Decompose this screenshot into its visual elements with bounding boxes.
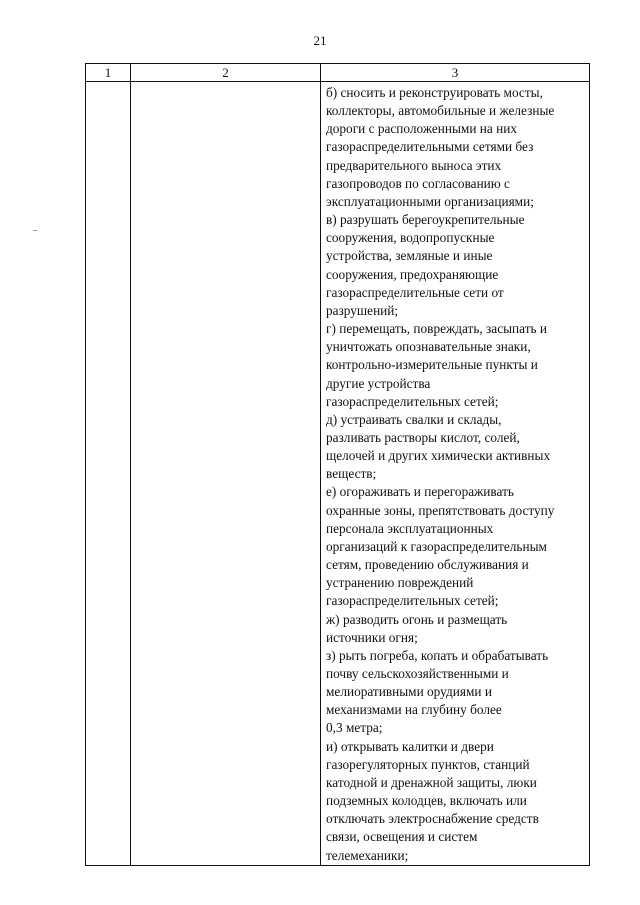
list-item <box>326 738 585 865</box>
list-item <box>326 84 585 211</box>
table-header-row <box>86 64 590 82</box>
text-line: и) открывать калитки и двери <box>326 738 494 754</box>
list-item <box>326 611 585 647</box>
text-line: охранные зоны, препятствовать доступу <box>326 502 555 518</box>
text-line: мелиоративными орудиями и <box>326 684 492 700</box>
text-line: подземных колодцев, включать или <box>326 793 527 809</box>
text-line: сооружения, предохраняющие <box>326 266 499 282</box>
document-table <box>85 63 590 866</box>
text-line: газораспределительными сетями без <box>326 139 534 155</box>
text-line: отключать электроснабжение средств <box>326 811 539 827</box>
list-item <box>326 647 585 738</box>
table-cell-col1 <box>86 82 131 866</box>
text-line: почву сельскохозяйственными и <box>326 666 509 681</box>
text-line: в) разрушать берегоукрепительные <box>326 212 525 228</box>
column-header-1: 1 <box>86 64 131 82</box>
text-line: газораспределительных сетей; <box>326 593 499 609</box>
text-line: ж) разводить огонь и размещать <box>326 611 508 627</box>
column-header-2: 2 <box>131 64 321 82</box>
text-line: разливать растворы кислот, солей, <box>326 429 520 445</box>
list-item <box>326 320 585 411</box>
page-number: 21 <box>313 33 327 48</box>
text-line: коллекторы, автомобильные и железные <box>326 103 555 119</box>
text-line: связи, освещения и систем <box>326 829 478 845</box>
column-header-3: 3 <box>321 64 590 82</box>
text-line: газорегуляторных пунктов, станций <box>326 756 530 772</box>
table-row <box>86 82 590 866</box>
margin-mark <box>33 230 37 231</box>
text-line: устранению повреждений <box>326 575 474 591</box>
text-line: сооружения, водопропускные <box>326 230 495 246</box>
text-line: дороги с расположенными на них <box>326 121 517 137</box>
text-line: б) сносить и реконструировать мосты, <box>326 85 543 100</box>
text-line: газораспределительные сети от <box>326 284 504 300</box>
text-line: г) перемещать, повреждать, засыпать и <box>326 321 548 337</box>
text-line: е) огораживать и перегораживать <box>326 484 514 500</box>
text-line: катодной и дренажной защиты, люки <box>326 774 537 790</box>
list-item <box>326 483 585 610</box>
text-line: з) рыть погреба, копать и обрабатывать <box>326 647 549 663</box>
text-line: телемеханики; <box>326 847 409 863</box>
text-line: д) устраивать свалки и склады, <box>326 411 502 427</box>
table-cell-col2 <box>131 82 321 866</box>
text-line: газораспределительных сетей; <box>326 393 499 409</box>
text-line: контрольно-измерительные пункты и <box>326 357 538 373</box>
text-line: разрушений; <box>326 302 399 318</box>
list-item <box>326 211 585 320</box>
text-line: уничтожать опознавательные знаки, <box>326 339 531 355</box>
text-line: организаций к газораспределительным <box>326 538 547 554</box>
text-line: щелочей и других химически активных <box>326 448 551 464</box>
text-line: другие устройства <box>326 375 431 391</box>
text-line: механизмами на глубину более <box>326 702 502 718</box>
text-line: газопроводов по согласованию с <box>326 175 510 191</box>
text-line: предварительного выноса этих <box>326 157 502 173</box>
text-line: персонала эксплуатационных <box>326 520 494 536</box>
table-cell-col3 <box>321 82 590 866</box>
text-line: веществ; <box>326 466 377 482</box>
text-line: эксплуатационными организациями; <box>326 193 534 209</box>
prohibitions-list <box>321 82 589 865</box>
list-item <box>326 411 585 484</box>
text-line: источники огня; <box>326 629 418 645</box>
text-line: устройства, земляные и иные <box>326 248 493 264</box>
text-line: сетям, проведению обслуживания и <box>326 557 529 573</box>
text-line: 0,3 метра; <box>326 720 383 736</box>
